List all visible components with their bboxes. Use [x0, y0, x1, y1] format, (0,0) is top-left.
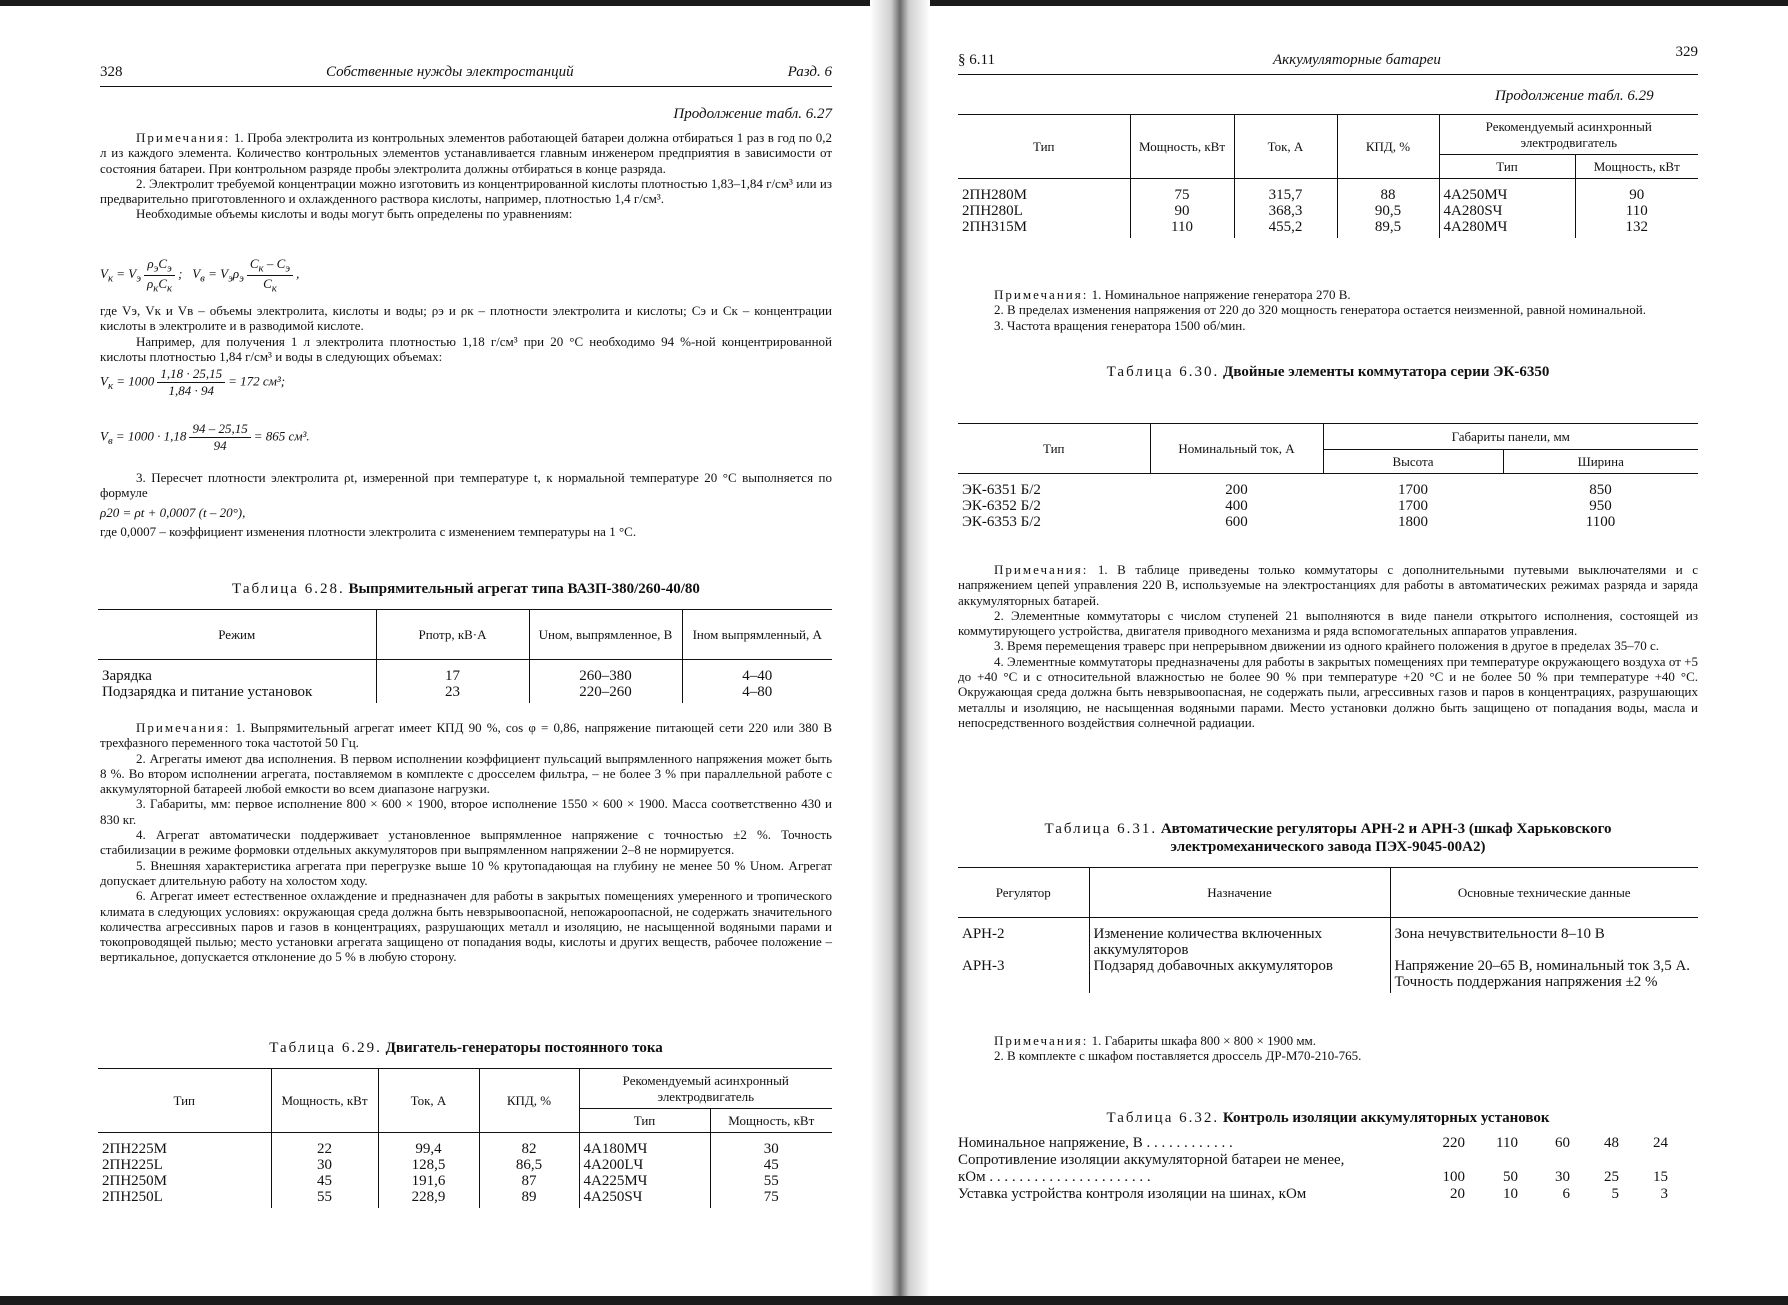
- table-label: Таблица 6.30.: [1106, 364, 1220, 380]
- table-630: [958, 423, 1698, 533]
- cell: 400: [1225, 498, 1248, 514]
- note-text: 4. Элементные коммутаторы предназначены для работы в закрытых помещениях при температуре окружающего воздуха от +5 до +40 °C и с относительной влажностью не более 90 % при температуре +20 °C и не более 50 % при температуре +40 °C. Окружающая среда должна быть невзрывоопасная, не содержать пыли, агрессивных газов и паров в концентрациях, разрушающих металлы и изоляцию, не насыщенная водяными парами. Место установки должно быть защищено от попадания воды, масла и непосредственного воздействия солнечной радиации.: [958, 653, 1698, 730]
- cell: 2ПН280М: [962, 187, 1028, 203]
- table-row: [98, 1133, 832, 1158]
- note-text: 1. В таблице приведены только коммутаторы с дополнительными путевыми выключателями и с напряжением цепей управления 220 В, используемые на электростанциях для работы в автоматических режимах разряда и заряда аккумуляторных батарей.: [958, 562, 1699, 608]
- col-header-power: Pпотр, кВ·А: [376, 610, 529, 660]
- note-text: 1. Номинальное напряжение генератора 270 В.: [1091, 287, 1351, 302]
- cell: 100: [1442, 1169, 1465, 1185]
- table-row: [958, 219, 1698, 238]
- table-631: [958, 867, 1698, 993]
- cell: Зона нечувствительности 8–10 В: [1390, 918, 1698, 959]
- note-text: 6. Агрегат имеет естественное охлаждение и предназначен для работы в закрытых помещениях умеренного и тропического климата в следующих условиях: окружающая среда должна быть невзрывоопасной, непожароопасной, не содержать значительного количества агрессивных паров и газов в концентрациях, разрушающих металл и изоляцию, не насыщенной водяными парами и токопроводящей пылью; место установки агрегата защищено от попадания воды, кислоты и других веществ, рабочее положение – вертикальное, допускается отклонение до 5 % в любую сторону.: [100, 888, 832, 965]
- table-628: [98, 609, 832, 703]
- col-header-current: Ток, А: [378, 1069, 479, 1133]
- col-header-efficiency: КПД, %: [479, 1069, 579, 1133]
- table-row: [958, 179, 1698, 204]
- cell: 200: [1225, 482, 1248, 498]
- cell: АРН-2: [962, 926, 1005, 942]
- cell: 110: [1575, 203, 1698, 219]
- table-631-caption: [958, 820, 1698, 856]
- notes-630: [958, 562, 1698, 730]
- cell: 86,5: [479, 1157, 579, 1173]
- left-running-header: [100, 62, 832, 87]
- note-text: Необходимые объемы кислоты и воды могут быть определены по уравнениям:: [136, 206, 573, 222]
- cell: ЭК-6353 Б/2: [962, 514, 1041, 530]
- cell: 228,9: [378, 1189, 479, 1208]
- cell: 89,5: [1337, 219, 1439, 238]
- cell: 368,3: [1234, 203, 1337, 219]
- cell: 90: [1130, 203, 1234, 219]
- table-row: [958, 1135, 1698, 1152]
- row-label: Сопротивление изоляции аккумуляторной батареи не менее,: [958, 1152, 1345, 1168]
- note-text: Например, для получения 1 л электролита плотностью 1,18 г/см³ при 20 °C необходимо 94 %-ной концентрированной кислоты плотностью 1,84 г/см³ и воды в следующих объемах:: [100, 333, 832, 364]
- table-row: [98, 660, 832, 685]
- cell: Напряжение 20–65 В, номинальный ток 3,5 А. Точность поддержания напряжения ±2 %: [1390, 958, 1698, 993]
- cell: 2ПН225L: [102, 1157, 163, 1173]
- cell: 25: [1604, 1169, 1619, 1185]
- cell: 220–260: [529, 684, 682, 703]
- formula-volumes: $V_к = V_э$ $\frac{\rho_эC_э}{\rho_кC_к}$ ; $V_в = V_э\rho_э$ $\frac{C_к - C_э}{C_к}$ ,: [100, 256, 300, 295]
- cell: 89: [479, 1189, 579, 1208]
- col-header-current: Номинальный ток, А: [1150, 424, 1323, 474]
- table-row: [958, 514, 1698, 533]
- cell: 10: [1503, 1186, 1518, 1202]
- cell: 4А280МЧ: [1439, 219, 1575, 238]
- cell: 4–80: [682, 684, 832, 703]
- note-text: 1. Проба электролита из контрольных элементов работающей батареи должна отбираться 1 раз в год по 0,2 л из каждого элемента. Количество контрольных элементов устанавливается главным инженером предприятия в зависимости от состояния батареи. При контрольном разряде пробы электролита должны отбираться в конце разряда.: [100, 130, 832, 176]
- left-running-title: Собственные нужды электростанций: [326, 64, 574, 80]
- table-row: [98, 684, 832, 703]
- formula-acid-volume: $V_к = 1000$ $\frac{1,18 \cdot 25,15}{1,84 \cdot 94}$ = 172 см³;: [100, 366, 286, 398]
- table-title: Автоматические регуляторы АРН-2 и АРН-3 (шкаф Харьковского: [1160, 821, 1612, 837]
- col-header-motor-type: Тип: [1439, 155, 1575, 179]
- table-row: [958, 203, 1698, 219]
- col-header-mode: Режим: [218, 626, 256, 642]
- notes-627: [100, 130, 832, 222]
- left-section: Разд. 6: [787, 64, 832, 80]
- cell: Изменение количества включенных аккумуляторов: [1089, 918, 1390, 959]
- cell: 1700: [1398, 498, 1428, 514]
- formula-water-volume: $V_в = 1000 \cdot 1,18$ $\frac{94 - 25,15}{94}$ = 865 см³.: [100, 421, 310, 453]
- col-header-motor: Рекомендуемый асинхронный электродвигатель: [1439, 115, 1698, 155]
- cell: 1100: [1585, 514, 1616, 530]
- col-header-type: Тип: [1042, 440, 1065, 456]
- col-header-power: Мощность, кВт: [271, 1069, 378, 1133]
- cell: 45: [710, 1157, 832, 1173]
- cell: 4А280SЧ: [1439, 203, 1575, 219]
- note-text: 2. Агрегаты имеют два исполнения. В первом исполнении коэффициент пульсаций выпрямленного напряжения может быть 8 %. Во втором исполнении агрегата, поставляемом в комплекте с дросселем фильтра, – не более 3 % при параллельной работе с аккумуляторной батареей любой емкости во всем диапазоне нагрузки.: [100, 750, 832, 797]
- table-row: [98, 1173, 832, 1189]
- notes-627-cont: [100, 303, 832, 364]
- table-row: [958, 1152, 1698, 1169]
- cell: 55: [710, 1173, 832, 1189]
- col-header-motor: Рекомендуемый асинхронный электродвигатель: [579, 1069, 832, 1109]
- cell: 55: [271, 1189, 378, 1208]
- cell: Зарядка: [102, 668, 152, 684]
- table-row: [958, 498, 1698, 514]
- note-text: 1. Габариты шкафа 800 × 800 × 1900 мм.: [1091, 1033, 1317, 1048]
- table-629-part1: [98, 1068, 832, 1208]
- note-text: 4. Агрегат автоматически поддерживает установленное выпрямленное напряжение с точностью ±2 %. Точность стабилизации в режиме формовки отдельных аккумуляторов при выпрямленном напряжении 2–8 не нормируется.: [100, 827, 832, 858]
- cell: 4–40: [682, 660, 832, 685]
- table-628-caption: [100, 581, 832, 598]
- col-header-power: Мощность, кВт: [1130, 115, 1234, 179]
- note-text: 2. Элементные коммутаторы с числом ступеней 21 выполняются в виде панели открытого исполнения, состоящей из коммутирующего устройства, двигателя приводного механизма и ряда вспомогательных аппаратов управления.: [958, 607, 1698, 639]
- table-629-part2: [958, 114, 1698, 238]
- table-label: Таблица 6.31.: [1044, 821, 1158, 837]
- cell: 2ПН250М: [102, 1173, 168, 1189]
- table-label: Таблица 6.32.: [1106, 1110, 1220, 1126]
- cell: 90,5: [1337, 203, 1439, 219]
- cell: 75: [1130, 179, 1234, 204]
- notes-label: Примечания:: [994, 1033, 1089, 1048]
- col-header-regulator: Регулятор: [995, 884, 1051, 900]
- notes-629: [958, 287, 1698, 333]
- table-title-cont: электромеханического завода ПЭХ-9045-00А2): [1170, 839, 1486, 855]
- col-header-current: Iном выпрямленный, А: [682, 610, 832, 660]
- cell: 99,4: [378, 1133, 479, 1158]
- right-page-number: 329: [1675, 44, 1698, 60]
- cell: 4А250SЧ: [579, 1189, 710, 1208]
- col-header-motor-power: Мощность, кВт: [710, 1109, 832, 1133]
- note-text: 2. В пределах изменения напряжения от 220 до 320 мощность генератора остается неизменной, равной номинальной.: [994, 302, 1646, 318]
- left-page: [0, 0, 890, 1305]
- cell: 132: [1575, 219, 1698, 238]
- right-page: [905, 0, 1788, 1305]
- note-text: 2. Электролит требуемой концентрации можно изготовить из концентрированной кислоты плотностью 1,83–1,84 г/см³ или из предварительно приготовленного и охлажденного раствора кислоты, например, плотностью 1,4 г/см³.: [100, 175, 832, 207]
- col-header-height: Высота: [1323, 450, 1503, 474]
- row-label-cont: кОм . . . . . . . . . . . . . . . . . . . . . .: [958, 1169, 1151, 1185]
- note-text: 3. Пересчет плотности электролита ρt, измеренной при температуре t, к нормальной температуре 20 °C выполняется по формуле: [100, 470, 832, 501]
- note-text: 3. Частота вращения генератора 1500 об/мин.: [994, 317, 1246, 333]
- table-row: [958, 474, 1698, 499]
- cell: 950: [1589, 498, 1612, 514]
- cell: 50: [1503, 1169, 1518, 1185]
- cell: 4А180МЧ: [579, 1133, 710, 1158]
- col-header-voltage: Uном, выпрямленное, В: [529, 610, 682, 660]
- col-header-type: Тип: [1032, 138, 1055, 154]
- cell: 6: [1562, 1186, 1570, 1202]
- formula-density: ρ20 = ρt + 0,0007 (t – 20°),: [100, 504, 246, 520]
- notes-628: [100, 720, 832, 965]
- col-header-type: Тип: [173, 1092, 196, 1108]
- cell: 5: [1611, 1186, 1619, 1202]
- cell: 260–380: [529, 660, 682, 685]
- table-title: Двигатель-генераторы постоянного тока: [385, 1040, 663, 1056]
- table-row: [958, 1169, 1698, 1186]
- cell: 17: [376, 660, 529, 685]
- col-header-specs: Основные технические данные: [1390, 868, 1698, 918]
- notes-label: Примечания:: [994, 287, 1089, 302]
- cell: 110: [1496, 1135, 1518, 1151]
- cell: 45: [271, 1173, 378, 1189]
- cell: Подзарядка и питание установок: [102, 684, 313, 700]
- note-text: где Vэ, Vк и Vв – объемы электролита, кислоты и воды; ρэ и ρк – плотности электролита и кислоты; Cэ и Cк – концентрации кислоты в электролите и в разводимой кислоте.: [100, 303, 832, 334]
- col-header-dims: Габариты панели, мм: [1323, 424, 1698, 450]
- cell: 4А200LЧ: [579, 1157, 710, 1173]
- table-632: [958, 1135, 1698, 1203]
- cell: 191,6: [378, 1173, 479, 1189]
- cell: 90: [1575, 179, 1698, 204]
- cell: 3: [1660, 1186, 1668, 1202]
- note-text: 3. Время перемещения траверс при непрерывном движении из одного крайнего положения в другое в пределах 35–70 с.: [994, 638, 1659, 654]
- table-632-caption: [958, 1110, 1698, 1127]
- notes-631: [958, 1033, 1698, 1064]
- cell: 600: [1225, 514, 1248, 530]
- table-row: [98, 1189, 832, 1208]
- cell: 850: [1589, 482, 1612, 498]
- continuation-label-629: Продолжение табл. 6.29: [1495, 88, 1654, 104]
- cell: 15: [1653, 1169, 1668, 1185]
- notes-label: Примечания:: [994, 562, 1089, 577]
- continuation-label-627: Продолжение табл. 6.27: [673, 106, 832, 122]
- cell: 75: [710, 1189, 832, 1208]
- cell: 22: [271, 1133, 378, 1158]
- table-row: [958, 918, 1698, 959]
- cell: 30: [710, 1133, 832, 1158]
- cell: 24: [1653, 1135, 1668, 1151]
- col-header-efficiency: КПД, %: [1337, 115, 1439, 179]
- table-title: Двойные элементы коммутатора серии ЭК-6350: [1223, 364, 1550, 380]
- cell: 23: [376, 684, 529, 703]
- cell: ЭК-6351 Б/2: [962, 482, 1041, 498]
- col-header-current: Ток, А: [1234, 115, 1337, 179]
- note-text: 3. Габариты, мм: первое исполнение 800 × 600 × 1900, второе исполнение 1550 × 600 × 1900. Масса соответственно 430 и 830 кг.: [100, 796, 832, 827]
- table-label: Таблица 6.28.: [232, 581, 345, 597]
- cell: 455,2: [1234, 219, 1337, 238]
- table-630-caption: [958, 364, 1698, 381]
- cell: Подзаряд добавочных аккумуляторов: [1089, 958, 1390, 993]
- row-label: Уставка устройства контроля изоляции на шинах, кОм: [958, 1186, 1307, 1202]
- cell: 2ПН315М: [962, 219, 1028, 235]
- cell: 60: [1555, 1135, 1570, 1151]
- cell: 110: [1130, 219, 1234, 238]
- cell: 1700: [1398, 482, 1428, 498]
- cell: 2ПН280L: [962, 203, 1023, 219]
- cell: 2ПН250L: [102, 1189, 163, 1205]
- row-label: Номинальное напряжение, В . . . . . . . . . . . .: [958, 1135, 1233, 1151]
- note-text: где 0,0007 – коэффициент изменения плотности электролита с изменением температуры на 1 °C.: [100, 523, 637, 539]
- right-running-header: [958, 44, 1698, 75]
- table-label: Таблица 6.29.: [269, 1040, 382, 1056]
- cell: ЭК-6352 Б/2: [962, 498, 1041, 514]
- cell: 315,7: [1234, 179, 1337, 204]
- col-header-motor-power: Мощность, кВт: [1575, 155, 1698, 179]
- cell: 2ПН225М: [102, 1141, 168, 1157]
- col-header-purpose: Назначение: [1089, 868, 1390, 918]
- cell: 82: [479, 1133, 579, 1158]
- cell: АРН-3: [962, 958, 1005, 974]
- notes-627-temp: [100, 470, 832, 539]
- table-title: Контроль изоляции аккумуляторных установок: [1222, 1110, 1550, 1126]
- col-header-motor-type: Тип: [579, 1109, 710, 1133]
- cell: 20: [1450, 1186, 1465, 1202]
- cell: 1800: [1398, 514, 1428, 530]
- table-row: [958, 958, 1698, 993]
- note-text: 1. Выпрямительный агрегат имеет КПД 90 %, cos φ = 0,86, напряжение питающей сети 220 или 380 В трехфазного переменного тока частотой 50 Гц.: [100, 720, 833, 751]
- cell: 30: [1555, 1169, 1570, 1185]
- table-title: Выпрямительный агрегат типа ВАЗП-380/260-40/80: [348, 581, 700, 597]
- cell: 30: [271, 1157, 378, 1173]
- note-text: 5. Внешняя характеристика агрегата при перегрузке выше 10 % крутопадающая на глубину не менее 50 % Uном. Агрегат допускает длительную работу на холостом ходу.: [100, 857, 832, 888]
- col-header-width: Ширина: [1503, 450, 1698, 474]
- right-section: § 6.11: [958, 52, 995, 68]
- note-text: 2. В комплекте с шкафом поставляется дроссель ДР-М70-210-765.: [994, 1048, 1362, 1064]
- scan-bottom-edge: [0, 1296, 1788, 1305]
- cell: 4А225МЧ: [579, 1173, 710, 1189]
- table-row: [98, 1157, 832, 1173]
- cell: 48: [1604, 1135, 1619, 1151]
- left-page-number: 328: [100, 64, 123, 80]
- table-row: [958, 1186, 1698, 1203]
- cell: 87: [479, 1173, 579, 1189]
- table-629-caption: [100, 1040, 832, 1057]
- cell: 128,5: [378, 1157, 479, 1173]
- cell: 220: [1442, 1135, 1465, 1151]
- cell: 4А250МЧ: [1439, 179, 1575, 204]
- right-running-title: Аккумуляторные батареи: [1273, 52, 1441, 68]
- notes-label: Примечания:: [136, 130, 231, 145]
- notes-label: Примечания:: [136, 720, 231, 735]
- cell: 88: [1337, 179, 1439, 204]
